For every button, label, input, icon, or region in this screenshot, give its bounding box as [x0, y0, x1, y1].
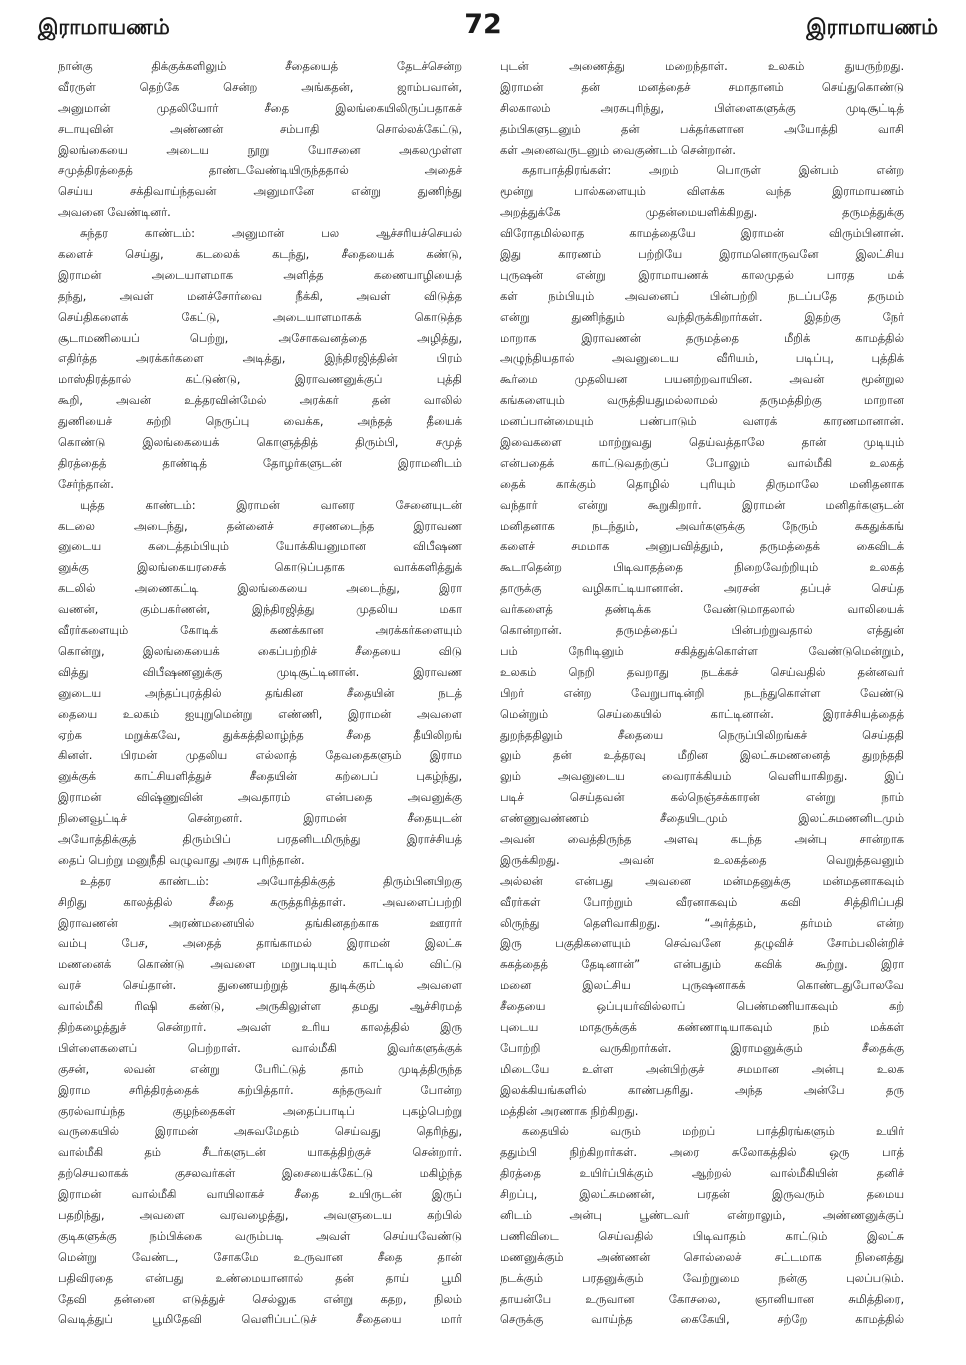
text-line: கூடாதென்ற பிடிவாதத்தை நிறைவேற்றியும் உலகத் [500, 560, 904, 575]
text-line: தாயன்பே உருவான கோசலை, ஞானியான சுமித்திரை, [500, 1291, 904, 1306]
text-line: பதிவிரதை என்பது உண்மையானால் தன் தாய் பூமி [58, 1270, 462, 1285]
text-line: வால்மீகி ரிஷி கண்டு, அருகிலுள்ள தமது ஆச்சிரமத் [58, 999, 462, 1014]
text-line: சேர்ந்தான். [58, 476, 114, 491]
text-line: விரோதமில்லாத காமத்தையே இராமன் விரும்பினான். [500, 226, 904, 241]
text-line: மத்தின் அரணாக நிற்கிறது. [500, 1103, 639, 1118]
text-line: தேவி தன்னை எடுத்துச் செல்லுக என்று கதற, நிலம் [58, 1291, 462, 1306]
text-line: வால்மீகி தம் சீடர்களுடன் யாகத்திற்குச் சென்றார். [58, 1145, 462, 1160]
left-text-column [58, 56, 462, 1330]
text-line: களைச் சமமாக அனுபவித்தும், தருமத்தைக் கைவிடக் [500, 539, 904, 554]
text-line: செய்ய சக்திவாய்ந்தவன் அனுமானே என்று துணிந்து [58, 184, 462, 199]
text-line: சீதையை ஒப்புயர்வில்லாப் பெண்மணியாகவும் கற் [500, 999, 904, 1014]
text-line: இரு பகுதிகளையும் செவ்வனே தழுவிச் சோம்பலின்றிச் [500, 936, 904, 951]
text-line: வித்து விபீஷணனுக்கு முடிசூட்டினான். இராவண [58, 664, 462, 679]
text-line: கொண்டு இலங்கையைக் கொளுத்தித் திரும்பி, சமுத் [58, 435, 462, 450]
text-line: பிறர் என்ற வேறுபாடின்றி நடந்துகொள்ள வேண்டு [500, 685, 904, 700]
text-line: அனுமான் முதலியோர் சீதை இலங்கையிலிருப்பதாகச் [58, 100, 462, 115]
text-line: திரத்தைத் தாண்டித் தோழர்களுடன் இராமனிடம் [58, 455, 462, 470]
text-line: செய்திகளைக் கேட்டு, அடையாளமாகக் கொடுத்த [58, 309, 462, 324]
text-line: புடைய மாதருக்குக் கண்ணாடியாகவும் நம் மக்கள் [500, 1019, 904, 1034]
text-line: களைச் செய்து, கடலைக் கடந்து, சீதையைக் கண்டு, [58, 247, 462, 262]
text-line: தாருக்கு வழிகாட்டியானான். அரசன் தப்புச் செய்த [500, 581, 904, 596]
text-line: கள் நம்பியும் அவனைப் பின்பற்றி நடப்பதே தருமம் [500, 288, 904, 303]
text-line: கொன்று, இலங்கையைக் கைப்பற்றிச் சீதையை விடு [58, 643, 462, 658]
text-line: வரச் செய்தான். துணையற்றுத் துடிக்கும் அவளை [58, 978, 462, 993]
text-line: மனப்பான்மையும் பண்பாடும் வளரக் காரணமானான். [500, 414, 904, 429]
text-line: கூர்மை முதலியன பயனற்றவாயின. அவன் மூன்றுல [500, 372, 904, 387]
text-line: இலங்கையை அடைய நூறு யோசனை அகலமுள்ள [58, 142, 462, 157]
text-line: அவன் வைத்திருந்த அளவு கடந்த அன்பு சான்றாக [500, 831, 904, 846]
text-line: அயோத்திக்குத் திரும்பிப் பரதனிடமிருந்து இராச்சியத் [58, 831, 462, 846]
right-text-column [500, 56, 904, 1330]
text-line: ததும்பி நிற்கிறார்கள். அரை சுலோகத்தில் ஒரு பாத் [500, 1145, 904, 1160]
text-line: இலக்கியங்களில் காண்பதரிது. அந்த அன்பே தரு [500, 1082, 904, 1097]
text-line: சமுத்திரத்தைத் தாண்டவேண்டியிருந்ததால் அதைச் [58, 163, 462, 178]
text-line: உத்தர காண்டம்: அயோத்திக்குத் திரும்பினபிறகு [80, 873, 462, 888]
text-line: திரத்தை உயிர்ப்பிக்கும் ஆற்றல் வால்மீகியின் தனிச் [500, 1166, 904, 1181]
page-number: 72 [464, 9, 502, 40]
text-line: மனை இலட்சிய புருஷனாகக் கொண்டதுபோலவே [500, 978, 904, 993]
text-line: இராவணன் அரண்மனையில் தங்கினதற்காக ஊரார் [58, 915, 462, 930]
text-line: வணன், கும்பகர்ணன், இந்திரஜித்து முதலிய மகா [58, 602, 462, 617]
text-line: மாஸ்திரத்தால் கட்டுண்டு, இராவணனுக்குப் புத்தி [58, 372, 462, 387]
text-line: சடாயுவின் அண்ணன் சம்பாதி சொல்லக்கேட்டு, [58, 121, 462, 136]
text-line: கங்களையும் வருத்தியதுமல்லாமல் தருமத்திற்கு மாறான [500, 393, 904, 408]
text-line: னுடைய கடைத்தம்பியும் யோக்கியனுமான விபீஷண [58, 539, 462, 554]
text-line: ஏற்க மறுக்கவே, துக்கத்திலாழ்ந்த சீதை தீயிலிறங் [58, 727, 462, 742]
text-line: தைப் பெற்று மனுநீதி வழுவாது அரசு புரிந்தான். [58, 852, 305, 867]
text-line: அறத்துக்கே முதன்மையளிக்கிறது. தருமத்துக்கு [500, 205, 904, 220]
running-header-right: இராமாயணம் [806, 15, 938, 39]
text-line: திற்கழைத்துச் சென்றார். அவள் உரிய காலத்தில் இரு [58, 1019, 462, 1034]
text-line: வர்களைத் தண்டிக்க வேண்டுமாதலால் வாலியைக் [500, 602, 904, 617]
text-line: கதையில் வரும் மற்றப் பாத்திரங்களும் உயிர் [522, 1124, 904, 1139]
text-line: லிருந்து தெளிவாகிறது. “அர்த்தம், தர்மம் என்ற [500, 915, 904, 930]
text-line: செருக்கு வாய்ந்த கைகேயி, சற்றே காமத்தில் [500, 1312, 904, 1327]
text-line: வீரர்கள் போற்றும் வீரனாகவும் கவி சித்திரிப்பதி [500, 894, 904, 909]
text-line: எண்ணுவண்ணம் சீதையிடமும் இலட்சுமணனிடமும் [500, 811, 904, 826]
text-line: புடன் அணைத்து மறைந்தாள். உலகம் துயருற்றது. [500, 59, 904, 73]
text-line: மாறாக இராவணன் தருமத்தை மீறிக் காமத்தில் [500, 330, 904, 345]
text-line: வந்தார் என்று கூறுகிறார். இராமன் மனிதர்களுடன் [500, 497, 904, 512]
text-line: சுந்தர காண்டம்: அனுமான் பல ஆச்சரியச்செயல் [80, 226, 462, 241]
text-line: சிலகாலம் அரசுபுரிந்து, பிள்ளைகளுக்கு முடிசூட்டித் [500, 100, 904, 115]
text-line: தந்து, அவள் மனச்சோர்வை நீக்கி, அவள் விடுத்த [58, 288, 462, 303]
text-line: இராமன் தன் மனத்தைச் சமாதானம் செய்துகொண்டு [500, 79, 904, 94]
text-line: புருஷன் என்று இராமாயணக் காலமுதல் பாரத மக் [500, 267, 904, 282]
text-line: னுடைய அந்தப்புரத்தில் தங்கின சீதையின் நடத் [58, 685, 462, 700]
text-line: சுகத்தைத் தேடினான்” என்பதும் கவிக் கூற்று. இரா [500, 957, 904, 972]
text-line: தற்செயலாகக் குசலவர்கள் இசையைக்கேட்டு மகிழ்ந்த [58, 1166, 462, 1181]
text-line: இருக்கிறது. அவன் உலகத்தை வெறுத்தவனும் [500, 852, 904, 867]
text-line: கள் அனைவருடனும் வைகுண்டம் சென்றான். [500, 142, 736, 157]
text-line: வெடித்துப் பூமிதேவி வெளிப்பட்டுச் சீதையை மார் [58, 1312, 462, 1327]
text-line: மென்று வேண்ட, சோகமே உருவான சீதை தான் [58, 1249, 462, 1264]
text-line: கினள். பிரமன் முதலிய எல்லாத் தேவதைகளும் இராம [58, 748, 462, 763]
text-line: கடலில் அணைகட்டி இலங்கையை அடைந்து, இரா [58, 581, 462, 596]
text-line: பதறிந்து, அவளை வரவழைத்து, அவளுடைய கற்பில் [58, 1207, 462, 1222]
text-line: படிச் செய்தவன் கல்நெஞ்சக்காரன் என்று நாம் [500, 790, 904, 805]
text-line: தைக் காக்கும் தொழில் புரியும் திருமாலே மனிதனாக [500, 476, 904, 491]
text-line: குரல்வாய்ந்த குழந்தைகள் அதைப்பாடிப் புகழ்பெற்று [58, 1103, 462, 1118]
text-line: இராமன் வால்மீகி வாயிலாகச் சீதை உயிருடன் இருப் [58, 1187, 462, 1202]
text-line: என்று துணிந்தும் வந்திருக்கிறார்கள். இதற்கு நேர் [500, 309, 904, 324]
text-line: சிறிது காலத்தில் சீதை கருத்தரித்தாள். அவளைப்பற்றி [58, 894, 462, 909]
text-line: சூடாமணியைப் பெற்று, அசோகவனத்தை அழித்து, [58, 330, 462, 345]
text-line: பிள்ளைகளைப் பெற்றாள். வால்மீகி இவர்களுக்குக் [58, 1040, 462, 1055]
text-line: இவைகளை மாற்றுவது தெய்வத்தாலே தான் முடியும் [500, 435, 904, 450]
text-line: போற்றி வருகிறார்கள். இராமனுக்கும் சீதைக்கு [500, 1040, 904, 1055]
text-line: கதாபாத்திரங்கள்: அறம் பொருள் இன்பம் என்ற [522, 163, 904, 178]
text-line: அல்லன் என்பது அவனை மன்மதனுக்கு மன்மதனாகவும் [500, 873, 904, 888]
text-line: லும் தன் உத்தரவு மீறின இலட்சுமணனைத் துறந்ததி [500, 748, 904, 763]
text-line: னிடம் அன்பு பூண்டவர் என்றாலும், அண்ணனுக்குப் [500, 1207, 904, 1222]
text-line: மூன்று பால்களையும் விளக்க வந்த இராமாயணம் [500, 184, 904, 199]
text-line: லும் அவனுடைய வைராக்கியம் வெளியாகிறது. இப் [500, 769, 904, 784]
text-line: மென்றும் செய்கையில் காட்டினான். இராச்சியத்தைத் [500, 706, 904, 721]
text-line: கொன்றான். தருமத்தைப் பின்பற்றுவதால் எத்துன் [500, 623, 904, 638]
text-line: அவனை வேண்டினர். [58, 205, 171, 220]
text-line: குடிகளுக்கு நம்பிக்கை வரும்படி அவள் செய்யவேண்டு [58, 1228, 462, 1243]
text-line: கடலை அடைந்து, தன்னைச் சரணடைந்த இராவண [58, 518, 462, 533]
text-line: வம்பு பேச, அதைத் தாங்காமல் இராமன் இலட்சு [58, 936, 462, 951]
text-line: சிறப்பு, இலட்சுமணன், பரதன் இருவரும் தமைய [500, 1187, 904, 1202]
text-line: பம் நேரிடினும் சகித்துக்கொள்ள வேண்டுமென்றும், [500, 643, 904, 658]
text-line: இராமன் விஷ்ணுவின் அவதாரம் என்பதை அவனுக்கு [58, 790, 462, 805]
text-line: துணியைச் சுற்றி நெருப்பு வைக்க, அந்தத் தீயைக் [58, 414, 462, 429]
text-line: இராமன் அடையாளமாக அளித்த கணையாழியைத் [58, 267, 462, 282]
text-line: வருகையில் இராமன் அசுவமேதம் செய்வது தெரிந்து, [58, 1124, 462, 1139]
text-line: குசன், லவன் என்று பேரிட்டுத் தாம் முடித்திருந்த [58, 1061, 462, 1076]
text-line: உலகம் நெறி தவறாது நடக்கச் செய்வதில் தன்னவர் [500, 664, 904, 679]
text-line: நினைவூட்டிச் சென்றனர். இராமன் சீதையுடன் [58, 811, 462, 826]
running-header-left: இராமாயணம் [38, 15, 170, 39]
text-line: கூறி, அவன் உத்தரவின்மேல் அரக்கர் தன் வாலில் [58, 393, 462, 408]
text-line: னுக்கு இலங்கையரசைக் கொடுப்பதாக வாக்களித்துக் [58, 560, 462, 575]
text-line: என்பதைக் காட்டுவதற்குப் போலும் வால்மீகி உலகத் [500, 455, 904, 470]
text-line: மிடையே உள்ள அன்பிற்குச் சமமான அன்பு உலக [500, 1061, 904, 1076]
text-line: வீரருள் தெற்கே சென்ற அங்கதன், ஜாம்பவான், [58, 79, 462, 94]
text-line: மணனைக் கொண்டு அவளை மறுபடியும் காட்டில் விட்டு [58, 957, 462, 972]
text-line: இது காரணம் பற்றியே இராமனொருவனே இலட்சிய [500, 247, 904, 262]
text-line: நடக்கும் பரதனுக்கும் வேற்றுமை நன்கு புலப்படும். [500, 1270, 904, 1285]
text-line: துறந்ததிலும் சீதையை நெருப்பிலிறங்கச் செய்ததி [500, 727, 904, 742]
text-line: தையை உலகம் ஐயுறுமென்று எண்ணி, இராமன் அவளை [58, 706, 462, 721]
text-line: னுக்குக் காட்சியளித்துச் சீதையின் கற்பைப் புகழ்ந்து, [58, 769, 462, 784]
text-line: யுத்த காண்டம்: இராமன் வானர சேனையுடன் [80, 497, 462, 512]
text-line: வீரர்களையும் கோடிக் கணக்கான அரக்கர்களையும் [58, 623, 462, 638]
text-line: பணிவிடை செய்வதில் பிடிவாதம் காட்டும் இலட்சு [500, 1228, 904, 1243]
text-line: தம்பிகளுடனும் தன் பக்தர்களான அயோத்தி வாசி [500, 121, 904, 136]
text-line: மணனுக்கும் அண்ணன் சொல்லைச் சட்டமாக நினைத்து [500, 1249, 904, 1264]
text-line: இராம சரித்திரத்தைக் கற்பித்தார். கந்தருவர் போன்ற [58, 1082, 462, 1097]
text-line: நான்கு திக்குக்களிலும் சீதையைத் தேடச்சென்ற [58, 59, 462, 73]
text-line: அழுந்தியதால் அவனுடைய வீரியம், படிப்பு, புத்திக் [500, 351, 904, 366]
text-line: மனிதனாக நடந்தும், அவர்களுக்கு நேரும் சுகதுக்கங் [500, 518, 904, 533]
text-line: எதிர்த்த அரக்கர்களை அடித்து, இந்திரஜித்தின் பிரம் [58, 351, 462, 366]
